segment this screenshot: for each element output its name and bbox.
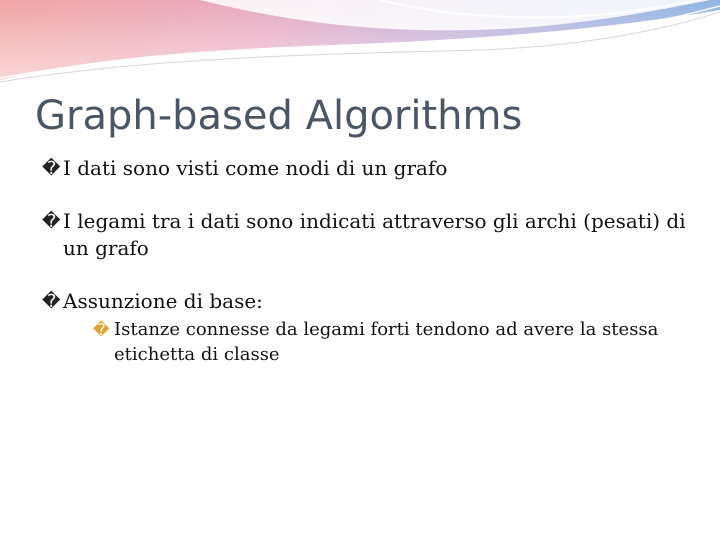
bullet-item bbox=[42, 208, 692, 262]
sub-bullet-text: Istanze connesse da legami forti tendono ad avere la stessa etichetta di classe bbox=[114, 319, 659, 365]
bullet-list bbox=[42, 155, 692, 393]
sub-bullet-item bbox=[63, 317, 692, 367]
bullet-text: I legami tra i dati sono indicati attraverso gli archi (pesati) di un grafo bbox=[63, 209, 686, 260]
bullet-item bbox=[42, 155, 692, 182]
bullet-marker-icon: � bbox=[42, 158, 61, 179]
header-banner-decoration bbox=[0, 0, 720, 84]
bullet-marker-icon: � bbox=[42, 211, 61, 232]
slide-title: Graph-based Algorithms bbox=[35, 93, 523, 139]
bullet-text: Assunzione di base: bbox=[63, 289, 263, 313]
sub-bullet-list bbox=[63, 317, 692, 367]
sub-bullet-marker-icon: � bbox=[93, 320, 110, 339]
bullet-marker-icon: � bbox=[42, 291, 61, 312]
bullet-item bbox=[42, 288, 692, 367]
bullet-text: I dati sono visti come nodi di un grafo bbox=[63, 156, 448, 180]
